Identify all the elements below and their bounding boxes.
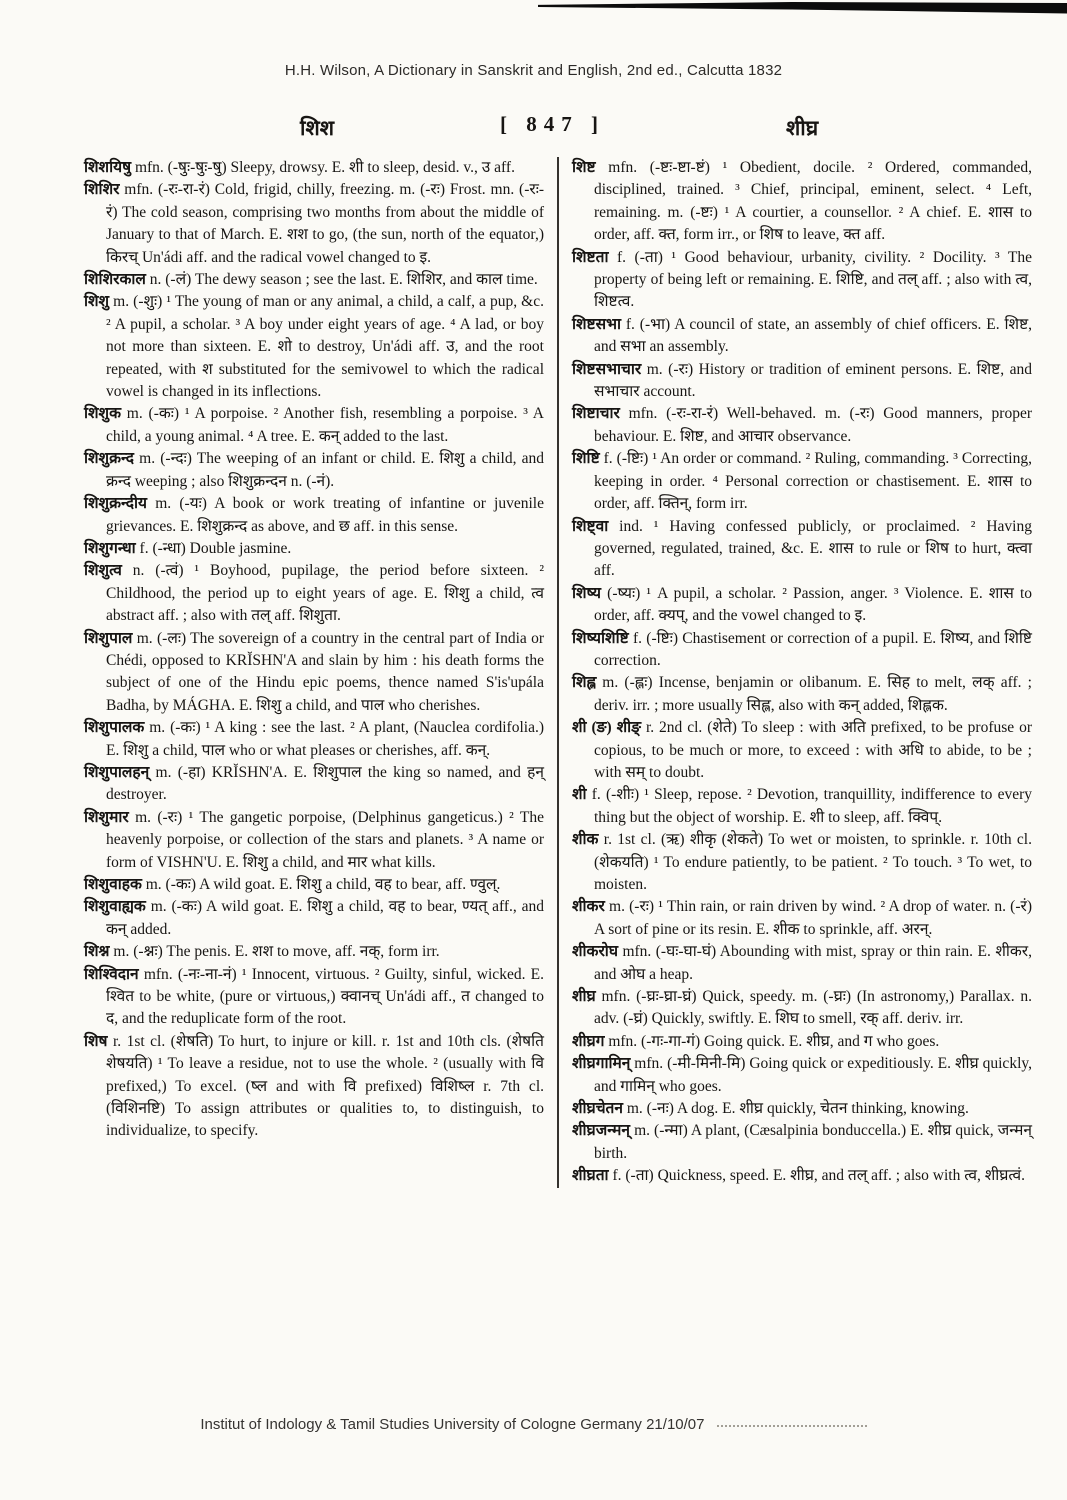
entry-definition: f. (-ष्टिः) Chastisement or correction of a pupil. E. शिष्य, and शिष्टि correction. — [594, 629, 1032, 669]
text-body — [84, 157, 1040, 1188]
entry-definition: m. (-हा) KRĬSHN'A. E. शिशुपाल the king so named, and हन् destroyer. — [106, 763, 544, 804]
headword: शीकरोघ — [572, 943, 618, 961]
entry-definition: f. (-न्धा) Double jasmine. — [135, 539, 292, 557]
headword: शिशिर — [84, 181, 120, 199]
dictionary-entry — [84, 717, 544, 762]
entry-definition: m. (-कः) A wild goat. E. शिशु a child, वह to bear, aff. ण्वुल्. — [141, 876, 501, 893]
headword: शिशु — [84, 293, 110, 311]
dictionary-entry — [572, 583, 1032, 628]
headword: शिशुपाल — [84, 629, 133, 647]
entry-definition: n. (-लं) The dewy season ; see the last. E. शिशिर, and काल time. — [145, 271, 538, 289]
entry-definition: mfn. (-रः-रा-रं) Well-behaved. m. (-रः) Good manners, proper behaviour. E. शिष्ट, and आचार observance. — [594, 405, 1032, 445]
entry-definition: mfn. (-रः-रा-रं) Cold, frigid, chilly, freezing. m. (-रः) Frost. mn. (-रः-रं) The cold season, comprising two months from about the middle of January to that of March. E. शश to go, (the sun, north of the equator,) किरच् Un'ádi aff. and the radical vowel changed to इ. — [106, 181, 544, 266]
headword: शीघ्रता — [572, 1167, 609, 1185]
entry-definition: (-ष्यः) ¹ A pupil, a scholar. ² Passion, anger. ³ Violence. E. शास to order, aff. क्यप्, and the vowel changed to इ. — [594, 584, 1032, 625]
headword: शिष्टसभा — [572, 315, 621, 333]
entry-definition: m. (-रः) ¹ The gangetic porpoise, (Delphinus gangeticus.) ² The heavenly porpoise, or collection of the stars and planets. ³ A name or form of VISHN'U. E. शिशु a child, and मार what kills. — [106, 808, 544, 871]
headword: शिश्न — [84, 943, 110, 961]
dictionary-entry — [84, 628, 544, 718]
headword: शिशुवाह्यक — [84, 898, 146, 916]
entry-definition: mfn. (-षुः-षुः-षु) Sleepy, drowsy. E. शी to sleep, desid. v., उ aff. — [131, 159, 515, 176]
headword: शिष्टता — [572, 248, 609, 266]
entry-definition: m. (-यः) A book or work treating of infantine or juvenile grievances. E. शिशुक्रन्द as above, and छ aff. in this sense. — [106, 495, 544, 535]
entry-definition: m. (-न्दः) The weeping of an infant or child. E. शिशु a child, and क्रन्द weeping ; also शिशुक्रन्दन n. (-नं). — [106, 450, 544, 490]
headword: शिष्यशिष्टि — [572, 629, 629, 647]
dictionary-entry — [572, 1165, 1032, 1187]
headword: शिशुक — [84, 405, 121, 423]
running-head — [0, 112, 1067, 146]
headword: शिशुवाहक — [84, 876, 142, 893]
entry-definition: f. (-शीः) ¹ Sleep, repose. ² Devotion, tranquillity, indifference to every thing but the object of worship. E. शी to sleep, aff. क्विप्. — [586, 786, 1032, 826]
headword: शिशिरकाल — [84, 271, 146, 289]
dictionary-entry — [572, 896, 1032, 941]
entry-definition: mfn. (-घ्रः-घ्रा-घ्रं) Quick, speedy. m. (-घ्रः) (In astronomy,) Parallax. n. adv. (-घ्रं) Quickly, swiftly. E. शिघ to smell, रक् aff. deriv. irr. — [594, 988, 1032, 1028]
headword: शीघ्रगामिन् — [572, 1055, 631, 1073]
headword: शीघ्र — [572, 988, 596, 1006]
entry-definition: mfn. (-ष्टः-ष्टा-ष्टं) ¹ Obedient, docile. ² Ordered, commanded, disciplined, trained. ³ Chief, principal, eminent, select. ⁴ Left, remaining. m. (-ष्टः) ¹ A courtier, a counsellor. ² A chief. E. शास to order, aff. क्त, form irr., or शिष to leave, क्त aff. — [594, 159, 1032, 244]
headword: शिष्टि — [572, 450, 600, 468]
entry-definition: n. (-त्वं) ¹ Boyhood, pupilage, the period before sixteen. ² Childhood, the period up to eight years of age. E. शिशु a child, त्व abstract aff. ; also with तल् aff. शिशुता. — [106, 562, 544, 625]
entry-definition: mfn. (-नः-ना-नं) ¹ Innocent, virtuous. ² Guilty, sinful, wicked. E. श्वित to be white, (pure or virtuous,) क्वानच् Un'ádi aff., त changed to द, and the reduplicate form of the root. — [106, 965, 544, 1028]
headword: शिष्टाचार — [572, 405, 620, 423]
dictionary-entry — [84, 807, 544, 874]
entry-definition: r. 1st cl. (शेषति) To hurt, to injure or kill. r. 1st and 10th cls. (शेषति शेषयति) ¹ To leave a residue, not to use the whole. ² (usually with वि prefixed,) To excel. (ष्ल and with वि prefixed) विशिष्ल r. 7th cl. (विशिनष्टि) To assign attributes or qualities to, to distinguish, to individualize, to specify. — [106, 1032, 544, 1140]
headword: शीक — [572, 831, 599, 849]
guide-word-left: शिश — [300, 116, 334, 140]
entry-definition: ind. ¹ Having confessed publicly, or proclaimed. ² Having governed, regulated, trained, &c. E. शास to rule or शिष to hurt, क्त्वा aff. — [594, 517, 1032, 580]
dictionary-entry — [84, 179, 544, 269]
entry-definition: f. (-ता) Quickness, speed. E. शीघ्र, and तल् aff. ; also with त्व, शीघ्रत्वं. — [608, 1167, 1026, 1185]
entry-definition: r. 1st cl. (ऋ) शीकृ (शेकते) To wet or moisten, to sprinkle. r. 10th cl. (शेकयति) ¹ To endure patiently, to be patient. ² To touch. ³ To wet, to moisten. — [594, 831, 1032, 893]
headword: शिश्विदान — [84, 965, 139, 983]
dictionary-entry — [84, 560, 544, 627]
entry-definition: f. (-भा) A council of state, an assembly of chief officers. E. शिष्ट, and सभा an assembly. — [594, 315, 1032, 356]
dictionary-entry — [572, 628, 1032, 673]
headword: शिशुपालक — [84, 719, 145, 737]
dictionary-entry — [572, 986, 1032, 1031]
headword: शीघ्रजन्मन् — [572, 1122, 631, 1140]
headword: शीकर — [572, 898, 605, 916]
dictionary-entry — [572, 314, 1032, 359]
entry-definition: m. (-न्मा) A plant, (Cæsalpinia bonduccella.) E. शीघ्र quick, जन्मन् birth. — [594, 1122, 1032, 1162]
entry-definition: m. (-लः) The sovereign of a country in the central part of India or Chédi, opposed to KRĬSHN'A and slain by him : his death forms the subject of one of the Hindu epic poems, thence named S'is'upála Badha, by MÁGHA. E. शिशु a child, and पाल who cherishes. — [106, 629, 544, 714]
dictionary-entry — [572, 1120, 1032, 1165]
citation-header: H.H. Wilson, A Dictionary in Sanskrit and English, 2nd ed., Calcutta 1832 — [284, 62, 783, 79]
dictionary-entry — [572, 157, 1032, 247]
entry-definition: m. (-ह्लः) Incense, benjamin or olibanum. E. सिह to melt, लक् aff. ; deriv. irr. ; more usually सिह्ल, also with कन् added, शिह्लक. — [594, 674, 1032, 714]
entry-definition: m. (-कः) ¹ A porpoise. ² Another fish, resembling a porpoise. ³ A child, a young animal. ⁴ A tree. E. कन् added to the last. — [106, 405, 544, 445]
dictionary-entry — [572, 516, 1032, 583]
dictionary-entry — [572, 1053, 1032, 1098]
headword: शी — [572, 786, 587, 804]
entry-definition: m. (-शुः) ¹ The young of man or any animal, a child, a calf, a pup, &c. ² A pupil, a scholar. ³ A boy under eight years of age. ⁴ A lad, or boy not more than sixteen. E. शो to destroy, Un'ádi aff. उ, and the root repeated, with श substituted for the semivowel to which the radical vowel is changed in its inflections. — [106, 293, 544, 401]
dictionary-entry — [84, 874, 544, 896]
entry-definition: mfn. (-घः-घा-घं) Abounding with mist, spray or thin rain. E. शीकर, and ओघ a heap. — [594, 943, 1032, 983]
entry-definition: m. (-रः) ¹ Thin rain, or rain driven by wind. ² A drop of water. n. (-रं) A sort of pine or its resin. E. शीक to sprinkle, aff. अरन्. — [594, 898, 1032, 938]
headword: शिशुगन्धा — [84, 539, 136, 557]
scan-artifact-line — [538, 2, 1067, 15]
dictionary-entry — [84, 493, 544, 538]
entry-definition: m. (-कः) A wild goat. E. शिशु a child, वह to bear, ण्यत् aff., and कन् added. — [106, 898, 544, 938]
dictionary-entry — [84, 269, 544, 291]
dictionary-entry — [572, 448, 1032, 515]
headword: शिशुपालहन् — [84, 763, 150, 781]
headword: शिष — [84, 1032, 108, 1050]
entry-definition: m. (-नः) A dog. E. शीघ्र quickly, चेतन thinking, knowing. — [623, 1100, 969, 1118]
headword: शिष्टसभाचार — [572, 360, 642, 378]
entry-definition: f. (-ष्टिः) ¹ An order or command. ² Ruling, commanding. ³ Correcting, keeping in order. ⁴ Personal correction or chastisement. E. शास to order, aff. क्तिन्, form irr. — [594, 450, 1032, 513]
guide-word-right: शीघ्र — [786, 116, 819, 140]
headword: शिशुत्व — [84, 562, 122, 580]
footer-artifact-dots — [717, 1423, 867, 1427]
dictionary-entry — [84, 762, 544, 807]
headword: शिष्ट्वा — [572, 517, 609, 535]
headword: शिशुक्रन्दीय — [84, 495, 148, 513]
dictionary-entry — [84, 896, 544, 941]
headword: शिशुक्रन्द — [84, 450, 135, 468]
headword: शिशुमार — [84, 808, 129, 826]
entry-definition: m. (-रः) History or tradition of eminent persons. E. शिष्ट, and सभाचार account. — [594, 360, 1032, 401]
entry-definition: m. (-कः) ¹ A king : see the last. ² A plant, (Nauclea cordifolia.) E. शिशु a child, पाल who or what pleases or cherishes, aff. कन्. — [106, 719, 544, 759]
left-column — [84, 157, 544, 1188]
page-number: [ 847 ] — [500, 112, 605, 136]
dictionary-entry — [572, 359, 1032, 404]
footer-text: Institut of Indology & Tamil Studies University of Cologne Germany 21/10/07 — [200, 1416, 705, 1433]
right-column — [572, 157, 1032, 1188]
dictionary-entry — [84, 1031, 544, 1143]
dictionary-entry — [572, 403, 1032, 448]
dictionary-entry — [84, 538, 544, 560]
entry-definition: r. 2nd cl. (शेते) To sleep : with अति prefixed, to be profuse or copious, to be much or more, to exceed : with अधि to abide, to be ; with सम् to doubt. — [594, 719, 1032, 781]
entry-definition: m. (-श्नः) The penis. E. शश to move, aff. नक्, form irr. — [109, 943, 440, 961]
dictionary-entry — [84, 941, 544, 963]
headword: शिह्ल — [572, 674, 597, 692]
dictionary-entry — [572, 784, 1032, 829]
headword: शीघ्रग — [572, 1032, 605, 1050]
dictionary-entry — [572, 941, 1032, 986]
dictionary-entry — [572, 1031, 1032, 1053]
dictionary-entry — [572, 829, 1032, 896]
entry-definition: mfn. (-गः-गा-गं) Going quick. E. शीघ्र, and ग who goes. — [604, 1032, 940, 1050]
dictionary-entry — [84, 157, 544, 179]
entry-definition: f. (-ता) ¹ Good behaviour, urbanity, civility. ² Docility. ³ The property of being left or remaining. E. शिष्टि, and तल् aff. ; also with त्व, शिष्टत्व. — [594, 248, 1032, 311]
dictionary-entry — [572, 672, 1032, 717]
dictionary-entry — [84, 448, 544, 493]
dictionary-entry — [84, 291, 544, 403]
footer-stamp — [0, 1416, 1067, 1433]
dictionary-entry — [572, 1098, 1032, 1120]
dictionary-entry — [572, 247, 1032, 314]
headword: शिशयिषु — [84, 159, 132, 176]
headword: शिष्ट — [572, 159, 596, 176]
dictionary-entry — [84, 964, 544, 1031]
headword: शिष्य — [572, 584, 602, 602]
column-divider — [557, 157, 559, 1188]
dictionary-entry — [84, 403, 544, 448]
entry-definition: mfn. (-मी-मिनी-मि) Going quick or expeditiously. E. शीघ्र quickly, and गामिन् who goes. — [594, 1055, 1032, 1095]
headword: शीघ्रचेतन — [572, 1100, 623, 1118]
headword: शी (ङ) शीङ् — [572, 719, 642, 737]
dictionary-entry — [572, 717, 1032, 784]
